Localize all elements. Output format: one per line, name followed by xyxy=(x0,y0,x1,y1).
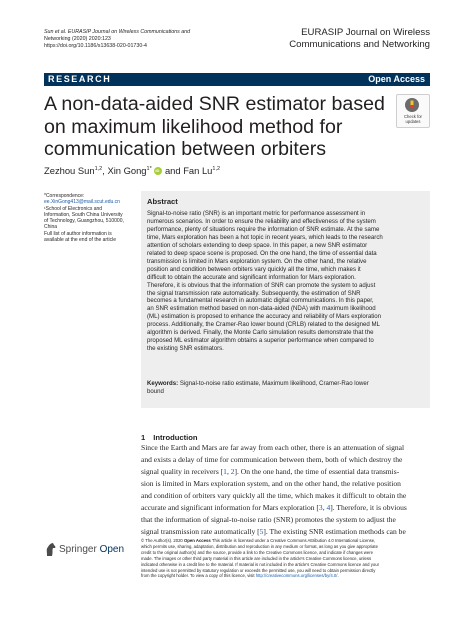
abstract-line: attention of scholars extending to deep space. In this paper, a new SNR estimator xyxy=(147,241,368,249)
reference-link[interactable]: 2 xyxy=(230,466,235,476)
license-line: which permits use, sharing, adaptation, distribution and reproduction in any medium or format, as long as you give appropriate xyxy=(141,543,378,549)
abstract-line: the existing SNR estimators. xyxy=(147,345,224,353)
abstract-line: an SNR estimation method based on non-data-aided (NDA) with maximum likelihood xyxy=(147,305,376,313)
check-updates-text xyxy=(397,114,429,124)
license-notice xyxy=(141,538,431,579)
abstract-line: process. Additionally, the Cramer-Rao lower bound (CRLB) related to the designed ML xyxy=(147,321,380,329)
abstract-body xyxy=(147,210,427,353)
author-separator: , xyxy=(102,165,108,177)
intro-line: accurate and significant information for Mars exploration [3, 4]. Therefore, it is obvious xyxy=(141,502,407,512)
author-affiliation: 1* xyxy=(146,166,152,172)
license-line: credit to the original author(s) and the source, provide a link to the Creative Commons licence, and indicate if changes were xyxy=(141,549,373,555)
intro-line: and condition of orbiters vary quickly all the time, which makes it difficult to obtain the xyxy=(141,490,407,500)
license-link[interactable]: http://creativecommons.org/licenses/by/4.0/ xyxy=(255,573,338,579)
abstract-line: becomes a fundamental research in automatic digital communications. In this paper, xyxy=(147,297,374,305)
check-updates-icon xyxy=(405,98,419,112)
author-name[interactable]: Zezhou Sun xyxy=(44,165,95,177)
correspondence-notes xyxy=(44,193,134,243)
author-affiliation: 1,2 xyxy=(94,166,103,172)
intro-line: sion is limited in Mars exploration system, and on the other hand, the relative position xyxy=(141,478,401,488)
keywords-label: Keywords: xyxy=(147,380,179,387)
note-line: Information, South China University xyxy=(44,211,123,218)
title-line: on maximum likelihood method for xyxy=(44,115,343,138)
abstract-line: numerous scenarios. In order to ensure the reliability and effectiveness of the system xyxy=(147,217,376,225)
reference-link[interactable]: 1 xyxy=(223,466,227,476)
keywords xyxy=(147,380,427,396)
check-for-updates-button[interactable] xyxy=(396,94,430,128)
author-name[interactable]: Xin Gong xyxy=(107,165,147,177)
abstract-line: difficult to obtain the accurate and significant information for Mars exploration. xyxy=(147,273,356,281)
abstract-box xyxy=(141,191,430,408)
title-line: A non-data-aided SNR estimator based xyxy=(44,93,385,115)
citation-block xyxy=(44,29,214,51)
abstract-line: the signal transmission rate automatically. Subsequently, the estimation of SNR xyxy=(147,289,361,297)
abstract-line: performance, plenty of situations require the information of SNR estimate. At the same xyxy=(147,225,380,233)
license-line: indicated otherwise in a credit line to the material. If material is not included in the article's Creative Commons licence and your xyxy=(141,561,379,567)
journal-name xyxy=(230,27,430,50)
author-affiliation: 1,2 xyxy=(212,166,221,172)
author-list xyxy=(44,163,220,177)
section-heading xyxy=(141,433,198,442)
springer-open-logo xyxy=(44,542,136,558)
author-separator: and xyxy=(162,165,184,177)
article-type-bar xyxy=(44,73,430,86)
journal-name-line: EURASIP Journal on Wireless xyxy=(301,27,430,38)
intro-line: Since the Earth and Mars are far away from each other, there is an attenuation of signal xyxy=(141,443,405,452)
abstract-heading: Abstract xyxy=(147,197,178,206)
abstract-line: Signal-to-noise ratio (SNR) is an important metric for performance assessment in xyxy=(147,210,366,217)
license-line: intended use is not permitted by statutory regulation or exceeds the permitted use, you will need to obtain permission directly xyxy=(141,567,376,573)
reference-link[interactable]: 5 xyxy=(259,526,264,536)
intro-line: that the information of signal-to-noise ratio (SNR) promotes the system to adjust the xyxy=(141,514,396,524)
note-line: available at the end of the article xyxy=(44,237,116,244)
abstract-line: transmission is limited in Mars exploration system. On the other hand, the relative xyxy=(147,257,367,265)
section-number: 1 xyxy=(141,433,146,442)
abstract-line: position and condition between orbiters vary quickly all the time, which makes it xyxy=(147,265,361,273)
reference-link[interactable]: 3 xyxy=(318,502,323,512)
note-line: ¹School of Electronics and xyxy=(44,205,103,212)
intro-line: and exists a delay of time for communication between them, both of which destroy the xyxy=(141,454,403,464)
keywords-text: bound xyxy=(147,387,164,395)
intro-line: signal quality in receivers [1, 2]. On the one hand, the time of essential data transmis- xyxy=(141,466,400,476)
note-line: Full list of author information is xyxy=(44,230,112,237)
abstract-line: time, Mars exploration has been a hot topic in recent years, which leads to the research xyxy=(147,233,383,241)
abstract-line: related to deep space scene is proposed. On the one hand, the time of essential data xyxy=(147,249,377,257)
check-updates-line: updates xyxy=(405,119,421,124)
check-updates-line: Check for xyxy=(404,114,422,119)
springer-horse-icon xyxy=(44,542,57,557)
springer-wordmark: Springer Open xyxy=(59,544,125,555)
author-name[interactable]: Fan Lu xyxy=(183,165,213,177)
license-line: from the copyright holder. To view a copy of this licence, visit http://creativecommons.org/licenses/by/4.0/. xyxy=(141,573,339,579)
article-title xyxy=(44,93,384,161)
abstract-line: algorithm is derived. Finally, the Monte Carlo simulation results demonstrate that the xyxy=(147,329,374,337)
correspondence-email[interactable]: ee.XinGong413@mail.scut.edu.cn xyxy=(44,199,120,206)
article-type-label: RESEARCH xyxy=(48,74,112,84)
note-line: China xyxy=(44,224,58,231)
abstract-line: (ML) estimation is proposed to enhance the accuracy and reliability of Mars exploration xyxy=(147,313,382,321)
section-title: Introduction xyxy=(153,433,198,442)
open-access-label: Open Access xyxy=(368,74,425,84)
note-line: of Technology, Guangzhou, 510000, xyxy=(44,218,124,225)
journal-name-line: Communications and Networking xyxy=(289,38,430,50)
abstract-line: Therefore, it is obvious that the information of SNR can promote the system to adjust xyxy=(147,281,376,289)
note-line: *Correspondence: xyxy=(44,193,85,199)
intro-line: signal transmission rate automatically [5]. The existing SNR estimation methods can be xyxy=(141,526,406,536)
reference-link[interactable]: 4 xyxy=(326,502,331,512)
citation-line: Sun et al. EURASIP Journal on Wireless Communications and xyxy=(44,29,191,35)
citation-line: Networking (2020) 2020:123 xyxy=(44,36,111,43)
doi-link[interactable]: https://doi.org/10.1186/s13638-020-01730-4 xyxy=(44,43,147,50)
keywords-text: Signal-to-noise ratio estimate, Maximum likelihood, Cramer-Rao lower xyxy=(179,380,369,387)
license-line: © The Author(s). 2020 Open Access This article is licensed under a Creative Commons Attribution 4.0 International License, xyxy=(141,538,376,543)
abstract-line: proposed ML estimator algorithm obtains a superior performance when compared to xyxy=(147,337,374,345)
introduction-body xyxy=(141,442,431,538)
license-line: made. The images or other third party material in this article are included in the article's Creative Commons licence, unless xyxy=(141,555,372,561)
title-line: communication between orbiters xyxy=(44,138,327,160)
